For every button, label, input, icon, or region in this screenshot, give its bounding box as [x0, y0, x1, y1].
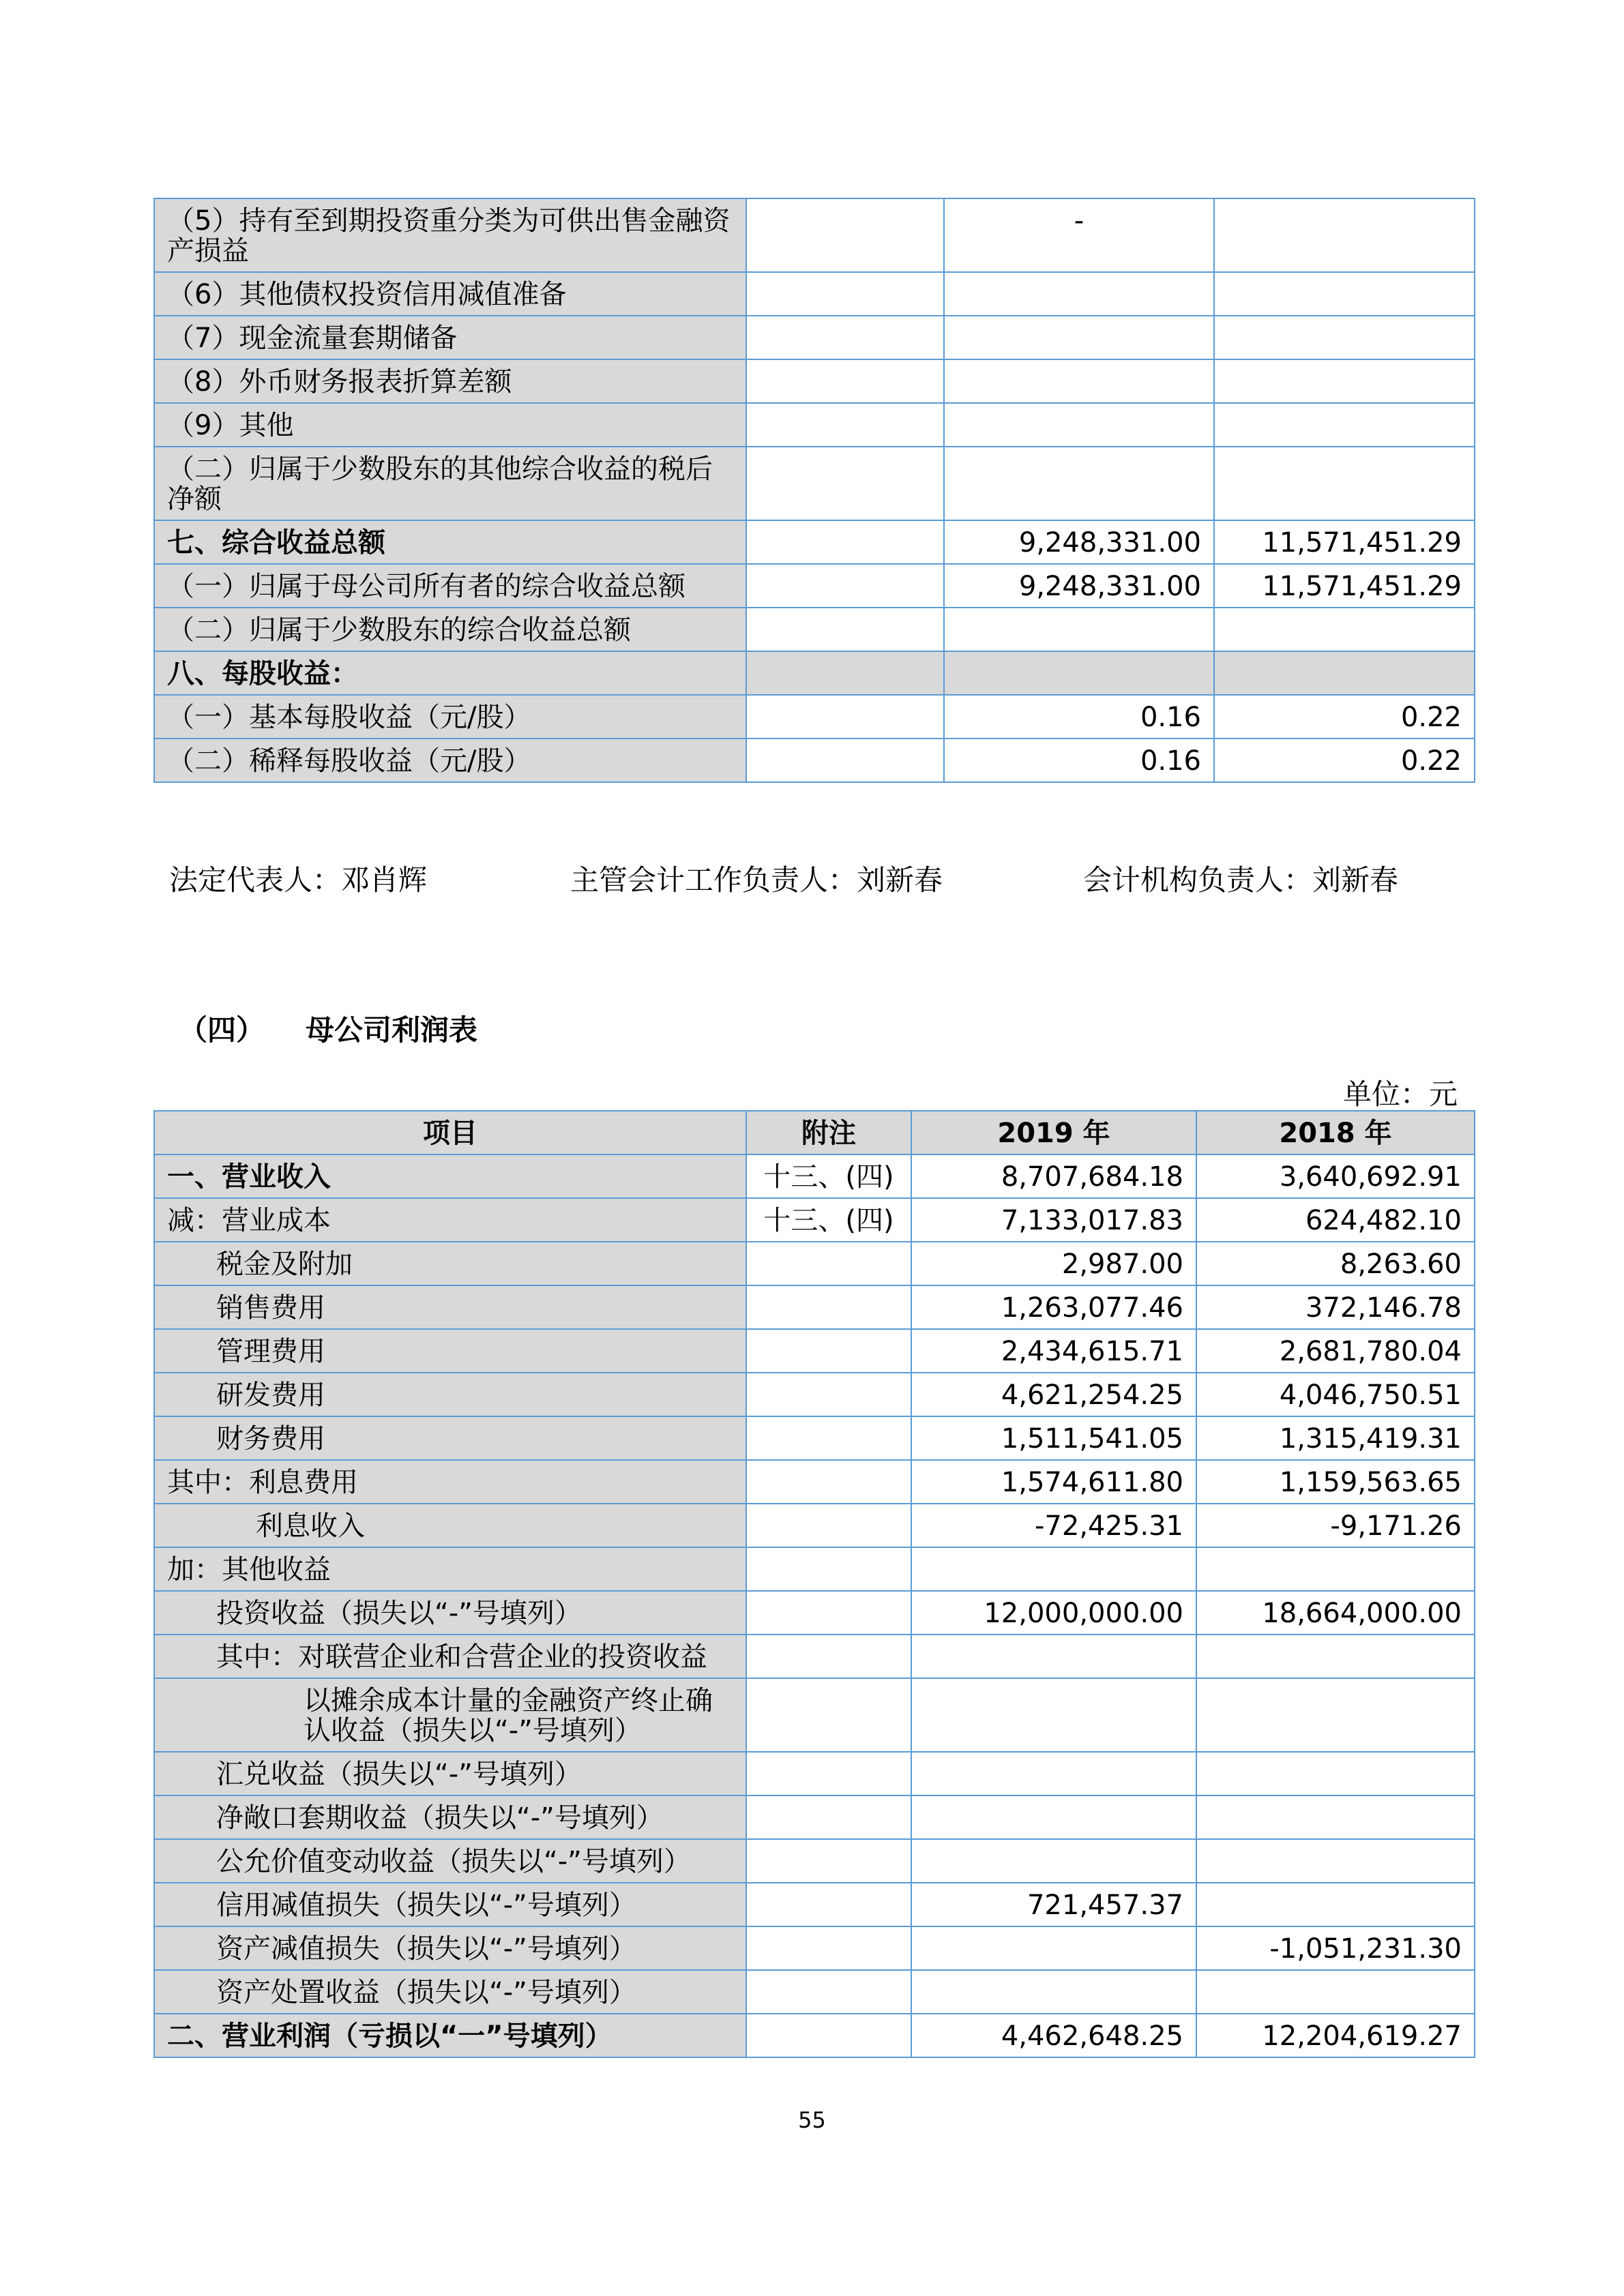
value-2018: 3,640,692.91 [1196, 1154, 1475, 1198]
table-row [154, 1795, 1475, 1839]
signature-line [169, 858, 1465, 896]
value-2018: 11,571,451.29 [1214, 520, 1475, 564]
header-2019: 2019 年 [911, 1111, 1196, 1154]
value-2019: 9,248,331.00 [944, 564, 1214, 608]
value-2018 [1214, 272, 1475, 316]
value-2018 [1214, 608, 1475, 651]
value-2019 [911, 1635, 1196, 1678]
value-2018: 372,146.78 [1196, 1285, 1475, 1329]
row-label: 公允价值变动收益（损失以“-”号填列） [154, 1839, 746, 1883]
header-item: 项目 [154, 1111, 746, 1154]
table-row [154, 564, 1475, 608]
row-label: （二）归属于少数股东的其他综合收益的税后净额 [154, 447, 746, 520]
value-2019 [944, 608, 1214, 651]
row-note [746, 1416, 911, 1460]
row-label: 其中：对联营企业和合营企业的投资收益 [154, 1635, 746, 1678]
table-row [154, 1926, 1475, 1970]
table-row [154, 1285, 1475, 1329]
header-2018: 2018 年 [1196, 1111, 1475, 1154]
value-2019: 1,511,541.05 [911, 1416, 1196, 1460]
row-note [746, 695, 944, 739]
value-2019 [911, 1752, 1196, 1795]
section-title [179, 1008, 477, 1049]
row-label: 一、营业收入 [154, 1154, 746, 1198]
value-2019: 7,133,017.83 [911, 1198, 1196, 1242]
table-row [154, 1752, 1475, 1795]
row-note [746, 1926, 911, 1970]
row-note: 十三、(四) [746, 1198, 911, 1242]
row-note [746, 1329, 911, 1373]
value-2018 [1196, 1635, 1475, 1678]
value-2019: 12,000,000.00 [911, 1591, 1196, 1635]
value-2018: 8,263.60 [1196, 1242, 1475, 1285]
row-note [746, 1752, 911, 1795]
row-label: 研发费用 [154, 1373, 746, 1416]
row-label: 汇兑收益（损失以“-”号填列） [154, 1752, 746, 1795]
row-label: 信用减值损失（损失以“-”号填列） [154, 1883, 746, 1926]
table-row [154, 1416, 1475, 1460]
value-2019: 0.16 [944, 739, 1214, 782]
unit-label: 单位：元 [1342, 1077, 1458, 1111]
table-row [154, 1635, 1475, 1678]
row-label: 资产减值损失（损失以“-”号填列） [154, 1926, 746, 1970]
parent-income-statement-table [153, 1110, 1475, 2058]
row-label: （8）外币财务报表折算差额 [154, 359, 746, 403]
row-note [746, 1678, 911, 1752]
row-note: 十三、(四) [746, 1154, 911, 1198]
section-name: 母公司利润表 [306, 1013, 478, 1047]
value-2019: - [944, 198, 1214, 272]
table-row [154, 1504, 1475, 1547]
table-row [154, 1198, 1475, 1242]
table-row [154, 739, 1475, 782]
comprehensive-income-table-body [154, 198, 1475, 782]
value-2018: 4,046,750.51 [1196, 1373, 1475, 1416]
row-label: （7）现金流量套期储备 [154, 316, 746, 359]
value-2019 [944, 651, 1214, 695]
table-row [154, 2014, 1475, 2057]
parent-income-statement-body [154, 1154, 1475, 2057]
table-row [154, 651, 1475, 695]
table-row [154, 608, 1475, 651]
value-2018: 0.22 [1214, 695, 1475, 739]
table-row [154, 1329, 1475, 1373]
row-note [746, 520, 944, 564]
row-note [746, 1839, 911, 1883]
table-row [154, 1970, 1475, 2014]
value-2018 [1214, 198, 1475, 272]
row-label: 减：营业成本 [154, 1198, 746, 1242]
value-2018 [1214, 359, 1475, 403]
row-label: 管理费用 [154, 1329, 746, 1373]
accounting-org-head: 会计机构负责人：刘新春 [1083, 863, 1399, 897]
table-row [154, 695, 1475, 739]
row-label: 八、每股收益： [154, 651, 746, 695]
row-label: （5）持有至到期投资重分类为可供出售金融资产损益 [154, 198, 746, 272]
value-2019 [911, 1795, 1196, 1839]
accounting-head: 主管会计工作负责人：刘新春 [570, 863, 943, 897]
row-label: 投资收益（损失以“-”号填列） [154, 1591, 746, 1635]
row-note [746, 564, 944, 608]
value-2019 [944, 316, 1214, 359]
table-row [154, 1460, 1475, 1504]
section-number: （四） [179, 1013, 265, 1047]
value-2019 [911, 1547, 1196, 1591]
value-2018 [1214, 316, 1475, 359]
value-2018 [1214, 403, 1475, 447]
table-row [154, 198, 1475, 272]
value-2019 [911, 1839, 1196, 1883]
value-2019: 1,574,611.80 [911, 1460, 1196, 1504]
table-row [154, 1591, 1475, 1635]
value-2018: 1,159,563.65 [1196, 1460, 1475, 1504]
table-row [154, 1883, 1475, 1926]
table-row [154, 1678, 1475, 1752]
table-row [154, 447, 1475, 520]
value-2018 [1196, 1752, 1475, 1795]
value-2019 [911, 1678, 1196, 1752]
value-2018 [1196, 1547, 1475, 1591]
row-note [746, 403, 944, 447]
value-2019: 2,987.00 [911, 1242, 1196, 1285]
value-2019 [944, 447, 1214, 520]
value-2019: 8,707,684.18 [911, 1154, 1196, 1198]
value-2018: 624,482.10 [1196, 1198, 1475, 1242]
row-label: 资产处置收益（损失以“-”号填列） [154, 1970, 746, 2014]
row-note [746, 447, 944, 520]
row-note [746, 316, 944, 359]
row-label: 销售费用 [154, 1285, 746, 1329]
value-2018 [1196, 1883, 1475, 1926]
row-note [746, 739, 944, 782]
legal-representative: 法定代表人：邓肖辉 [169, 863, 428, 897]
table-row [154, 1242, 1475, 1285]
table-row [154, 1154, 1475, 1198]
table-row [154, 272, 1475, 316]
value-2019: -72,425.31 [911, 1504, 1196, 1547]
row-note [746, 1591, 911, 1635]
value-2019 [911, 1970, 1196, 2014]
value-2019 [911, 1926, 1196, 1970]
value-2019: 4,462,648.25 [911, 2014, 1196, 2057]
table-header-row [154, 1111, 1475, 1154]
row-note [746, 1460, 911, 1504]
row-note [746, 1970, 911, 2014]
page-number: 55 [798, 2107, 826, 2133]
value-2018 [1196, 1795, 1475, 1839]
row-note [746, 359, 944, 403]
value-2018: 12,204,619.27 [1196, 2014, 1475, 2057]
value-2018 [1214, 447, 1475, 520]
row-label: 利息收入 [154, 1504, 746, 1547]
row-note [746, 1504, 911, 1547]
value-2019 [944, 403, 1214, 447]
value-2018 [1196, 1839, 1475, 1883]
row-label: 净敞口套期收益（损失以“-”号填列） [154, 1795, 746, 1839]
row-note [746, 1795, 911, 1839]
row-label: （9）其他 [154, 403, 746, 447]
table-row [154, 1547, 1475, 1591]
table-row [154, 520, 1475, 564]
row-note [746, 1373, 911, 1416]
row-label: 财务费用 [154, 1416, 746, 1460]
value-2018: 2,681,780.04 [1196, 1329, 1475, 1373]
row-label: 二、营业利润（亏损以“一”号填列） [154, 2014, 746, 2057]
value-2018 [1196, 1678, 1475, 1752]
row-note [746, 1285, 911, 1329]
row-label: （二）归属于少数股东的综合收益总额 [154, 608, 746, 651]
value-2018 [1214, 651, 1475, 695]
row-label: 其中：利息费用 [154, 1460, 746, 1504]
value-2019: 0.16 [944, 695, 1214, 739]
row-note [746, 651, 944, 695]
row-label: 七、综合收益总额 [154, 520, 746, 564]
row-label: （一）基本每股收益（元/股） [154, 695, 746, 739]
value-2019: 721,457.37 [911, 1883, 1196, 1926]
table-row [154, 1839, 1475, 1883]
row-label: 税金及附加 [154, 1242, 746, 1285]
value-2018: 18,664,000.00 [1196, 1591, 1475, 1635]
row-note [746, 1242, 911, 1285]
table-row [154, 403, 1475, 447]
row-label: （6）其他债权投资信用减值准备 [154, 272, 746, 316]
comprehensive-income-table [153, 198, 1475, 783]
row-label: 以摊余成本计量的金融资产终止确认收益（损失以“-”号填列） [154, 1678, 746, 1752]
row-note [746, 2014, 911, 2057]
header-note: 附注 [746, 1111, 911, 1154]
value-2018: -9,171.26 [1196, 1504, 1475, 1547]
row-note [746, 272, 944, 316]
value-2019 [944, 272, 1214, 316]
table-row [154, 359, 1475, 403]
value-2019: 9,248,331.00 [944, 520, 1214, 564]
row-note [746, 198, 944, 272]
row-note [746, 1547, 911, 1591]
value-2019 [944, 359, 1214, 403]
table-row [154, 316, 1475, 359]
value-2018: 1,315,419.31 [1196, 1416, 1475, 1460]
value-2018: -1,051,231.30 [1196, 1926, 1475, 1970]
value-2018: 11,571,451.29 [1214, 564, 1475, 608]
table-row [154, 1373, 1475, 1416]
row-note [746, 608, 944, 651]
row-label: （二）稀释每股收益（元/股） [154, 739, 746, 782]
value-2019: 2,434,615.71 [911, 1329, 1196, 1373]
value-2019: 1,263,077.46 [911, 1285, 1196, 1329]
row-note [746, 1635, 911, 1678]
value-2018: 0.22 [1214, 739, 1475, 782]
value-2019: 4,621,254.25 [911, 1373, 1196, 1416]
row-label: 加：其他收益 [154, 1547, 746, 1591]
row-note [746, 1883, 911, 1926]
value-2018 [1196, 1970, 1475, 2014]
row-label: （一）归属于母公司所有者的综合收益总额 [154, 564, 746, 608]
